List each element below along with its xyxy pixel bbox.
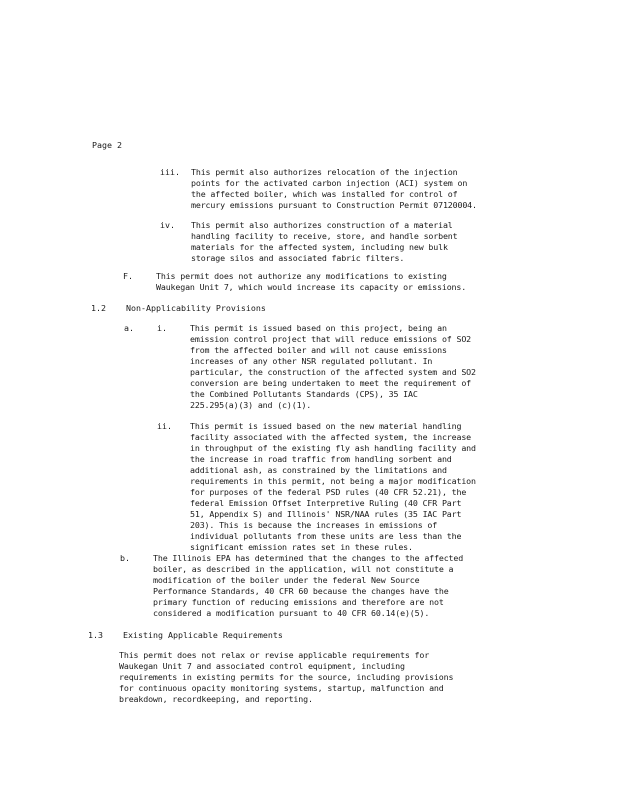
text-line: Waukegan Unit 7, which would increase its capacity or emissions.: [156, 282, 467, 292]
text-line: facility associated with the affected system, the increase: [190, 432, 472, 442]
item-a-i-label: i.: [157, 323, 167, 333]
text-line: individual pollutants from these units are less than the: [190, 531, 462, 541]
item-b-label: b.: [120, 553, 130, 563]
text-line: 51, Appendix S) and Illinois' NSR/NAA rules (35 IAC Part: [190, 509, 462, 519]
text-line: in throughput of the existing fly ash handling facility and: [190, 443, 476, 453]
text-line: materials for the affected system, including new bulk: [191, 242, 448, 252]
item-f-label: F.: [123, 271, 133, 281]
text-line: Performance Standards, 40 CFR 60 because the changes have the: [153, 586, 449, 596]
item-iii-label: iii.: [160, 167, 180, 177]
text-line: the increase in road traffic from handling sorbent and: [190, 454, 452, 464]
text-line: This permit also authorizes relocation of the injection: [191, 167, 458, 177]
text-line: This permit also authorizes construction of a material: [191, 220, 453, 230]
text-line: Waukegan Unit 7 and associated control equipment, including: [119, 661, 405, 671]
text-line: 203). This is because the increases in emissions of: [190, 520, 438, 530]
text-line: points for the activated carbon injection (ACI) system on: [191, 178, 468, 188]
text-line: the Combined Pollutants Standards (CPS), 35 IAC: [190, 389, 418, 399]
text-line: emission control project that will reduce emissions of SO2: [190, 334, 472, 344]
text-line: The Illinois EPA has determined that the changes to the affected: [153, 553, 464, 563]
item-a-label: a.: [124, 323, 134, 333]
text-line: for purposes of the federal PSD rules (40 CFR 52.21), the: [190, 487, 467, 497]
text-line: federal Emission Offset Interpretive Ruling (40 CFR Part: [190, 498, 462, 508]
item-a-ii-label: ii.: [157, 421, 172, 431]
text-line: from the affected boiler and will not cause emissions: [190, 345, 447, 355]
page-header: Page 2: [92, 140, 122, 150]
text-line: This permit is issued based on this project, being an: [190, 323, 447, 333]
text-line: additional ash, as constrained by the limitations and: [190, 465, 447, 475]
item-iv-label: iv.: [160, 220, 175, 230]
text-line: handling facility to receive, store, and handle sorbent: [191, 231, 458, 241]
section-1-3-title: Existing Applicable Requirements: [123, 630, 283, 640]
text-line: primary function of reducing emissions and therefore are not: [153, 597, 444, 607]
text-line: This permit is issued based on the new material handling: [190, 421, 462, 431]
text-line: mercury emissions pursuant to Construction Permit 07120004.: [191, 200, 477, 210]
text-line: modification of the boiler under the federal New Source: [153, 575, 420, 585]
text-line: requirements in existing permits for the source, including provisions: [119, 672, 454, 682]
text-line: particular, the construction of the affected system and SO2: [190, 367, 476, 377]
section-1-2-title: Non-Applicability Provisions: [126, 303, 266, 313]
section-1-2-number: 1.2: [91, 303, 106, 313]
text-line: increases of any other NSR regulated pollutant. In: [190, 356, 433, 366]
text-line: This permit does not authorize any modifications to existing: [156, 271, 447, 281]
text-line: considered a modification pursuant to 40 CFR 60.14(e)(5).: [153, 608, 430, 618]
section-1-3-number: 1.3: [88, 630, 103, 640]
text-line: conversion are being undertaken to meet the requirement of: [190, 378, 472, 388]
text-line: significant emission rates set in these rules.: [190, 542, 413, 552]
text-line: storage silos and associated fabric filters.: [191, 253, 405, 263]
text-line: the affected boiler, which was installed for control of: [191, 189, 458, 199]
text-line: This permit does not relax or revise applicable requirements for: [119, 650, 430, 660]
text-line: boiler, as described in the application, will not constitute a: [153, 564, 454, 574]
text-line: requirements in this permit, not being a major modification: [190, 476, 476, 486]
text-line: for continuous opacity monitoring systems, startup, malfunction and: [119, 683, 444, 693]
text-line: 225.295(a)(3) and (c)(1).: [190, 400, 312, 410]
text-line: breakdown, recordkeeping, and reporting.: [119, 694, 313, 704]
